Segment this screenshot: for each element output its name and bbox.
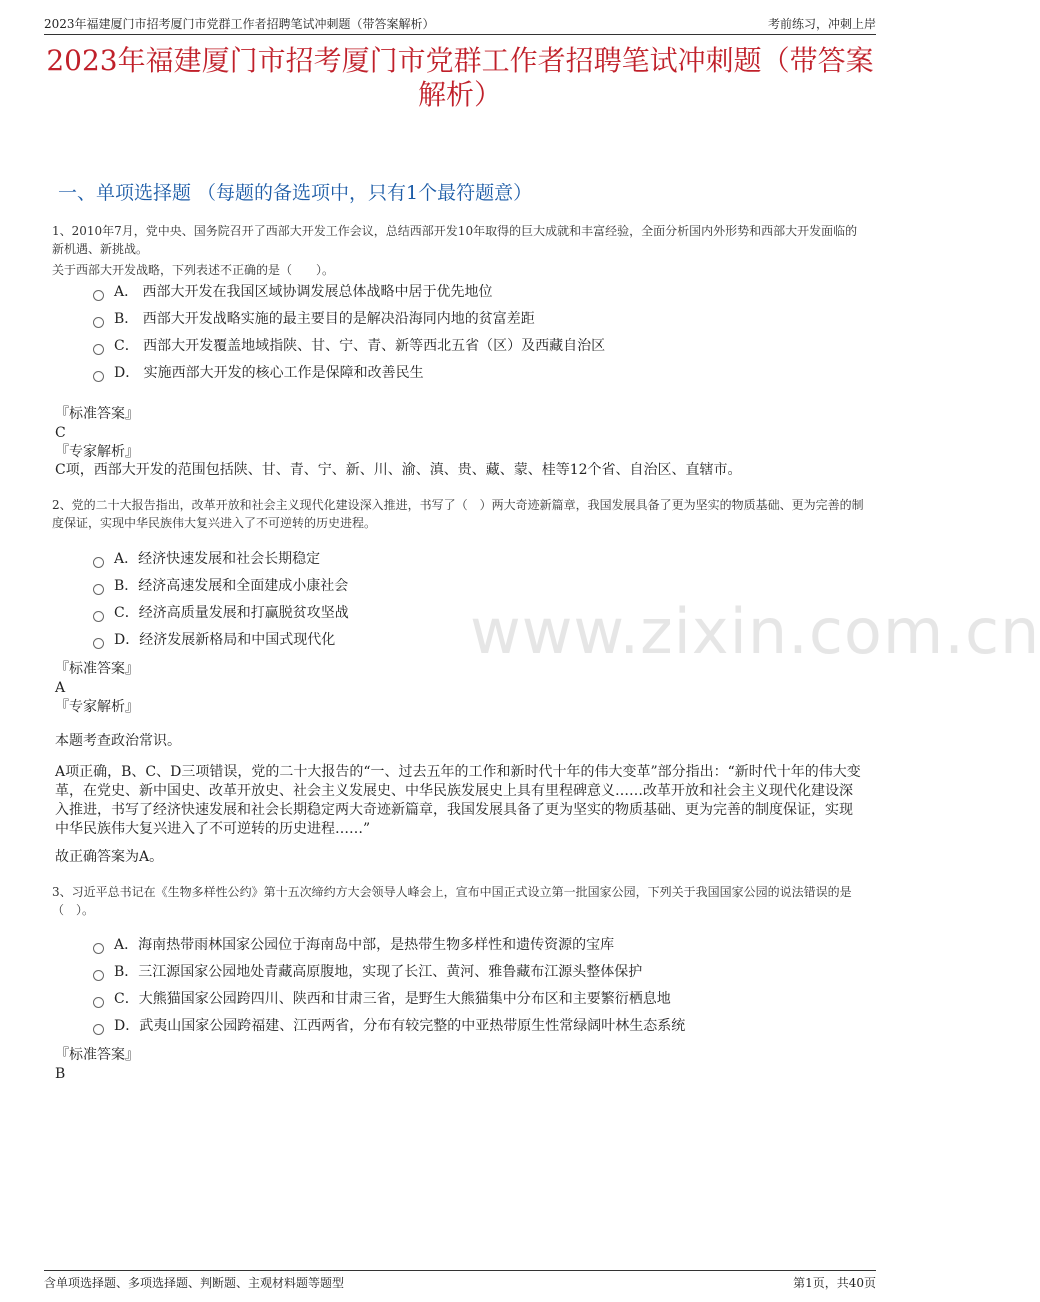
radio-icon[interactable] <box>93 317 104 328</box>
watermark: www.zixin.com.cn <box>470 595 1040 668</box>
q3-option-a[interactable] <box>93 935 614 955</box>
q3-option-d[interactable] <box>93 1016 685 1036</box>
q1-answer-label: 『标准答案』 <box>55 406 139 422</box>
radio-icon[interactable] <box>93 344 104 355</box>
q2-analysis-2: A项正确，B、C、D三项错误，党的二十大报告的“一、过去五年的工作和新时代十年的伟大变革”部分指出：“新时代十年的伟大变革，在党史、新中国史、改革开放史、社会主义发展史、中华民族发展史上具有里程碑意义……改革开放和社会主义现代化建设深入推进，书写了经济快速发展和社会长期稳定两大奇迹新篇章，我国发展具备了更为坚实的物质基础、更为完善的制度保证，实现中华民族伟大复兴进入了不可逆转的历史进程……” <box>55 764 861 837</box>
option-label: B． 西部大开发战略实施的最主要目的是解决沿海同内地的贫富差距 <box>114 311 535 327</box>
option-label: B．三江源国家公园地处青藏高原腹地，实现了长江、黄河、雅鲁藏布江源头整体保护 <box>114 964 643 980</box>
option-label: A．经济快速发展和社会长期稳定 <box>114 551 321 567</box>
option-label: C．大熊猫国家公园跨四川、陕西和甘肃三省，是野生大熊猫集中分布区和主要繁衍栖息地 <box>114 991 671 1007</box>
radio-icon[interactable] <box>93 371 104 382</box>
radio-icon[interactable] <box>93 290 104 301</box>
q1-option-a[interactable] <box>93 282 493 302</box>
footer-page-number: 第1页，共40页 <box>793 1276 876 1290</box>
radio-icon[interactable] <box>93 557 104 568</box>
section-title: 一、单项选择题 （每题的备选项中，只有1个最符题意） <box>58 182 533 204</box>
header-slogan: 考前练习，冲刺上岸 <box>767 17 876 31</box>
page-footer <box>44 1270 876 1290</box>
header-doc-title: 2023年福建厦门市招考厦门市党群工作者招聘笔试冲刺题（带答案解析） <box>44 17 435 31</box>
q1-option-c[interactable] <box>93 336 605 356</box>
q3-answer: B <box>55 1066 66 1082</box>
option-label: D． 实施西部大开发的核心工作是保障和改善民生 <box>114 365 424 381</box>
q2-answer: A <box>55 680 66 696</box>
q2-analysis-label: 『专家解析』 <box>55 699 139 715</box>
radio-icon[interactable] <box>93 943 104 954</box>
radio-icon[interactable] <box>93 997 104 1008</box>
option-label: A．海南热带雨林国家公园位于海南岛中部，是热带生物多样性和遗传资源的宝库 <box>114 937 615 953</box>
option-label: B．经济高速发展和全面建成小康社会 <box>114 578 349 594</box>
q2-option-d[interactable] <box>93 630 335 650</box>
radio-icon[interactable] <box>93 1024 104 1035</box>
q2-analysis-3: 故正确答案为A。 <box>55 849 164 865</box>
page-title: 2023年福建厦门市招考厦门市党群工作者招聘笔试冲刺题（带答案解析） <box>46 44 874 111</box>
option-label: D．武夷山国家公园跨福建、江西两省，分布有较完整的中亚热带原生性常绿阔叶林生态系统 <box>114 1018 686 1034</box>
option-label: C．经济高质量发展和打赢脱贫攻坚战 <box>114 605 349 621</box>
option-label: A． 西部大开发在我国区域协调发展总体战略中居于优先地位 <box>114 284 493 300</box>
q1-option-d[interactable] <box>93 363 424 383</box>
radio-icon[interactable] <box>93 611 104 622</box>
question-3-text: 3、习近平总书记在《生物多样性公约》第十五次缔约方大会领导人峰会上，宣布中国正式设立第一批国家公园，下列关于我国国家公园的说法错误的是（ ）。 <box>52 885 852 917</box>
page-header <box>44 12 876 35</box>
q3-option-b[interactable] <box>93 962 642 982</box>
option-label: D．经济发展新格局和中国式现代化 <box>114 632 336 648</box>
question-2-text: 2、党的二十大报告指出，改革开放和社会主义现代化建设深入推进，书写了（ ）两大奇迹新篇章，我国发展具备了更为坚实的物质基础、更为完善的制度保证，实现中华民族伟大复兴进入了不可逆转的历史进程。 <box>52 498 864 530</box>
footer-question-types: 含单项选择题、多项选择题、判断题、主观材料题等题型 <box>44 1276 345 1290</box>
q1-analysis-label: 『专家解析』 <box>55 444 139 460</box>
question-1-prompt: 关于西部大开发战略，下列表述不正确的是（ ）。 <box>52 263 335 277</box>
q2-analysis-1: 本题考查政治常识。 <box>55 733 181 749</box>
radio-icon[interactable] <box>93 584 104 595</box>
question-1-text: 1、2010年7月，党中央、国务院召开了西部大开发工作会议，总结西部开发10年取得的巨大成就和丰富经验，全面分析国内外形势和西部大开发面临的新机遇、新挑战。 <box>52 224 858 256</box>
radio-icon[interactable] <box>93 970 104 981</box>
q1-option-b[interactable] <box>93 309 535 329</box>
q1-analysis: C项，西部大开发的范围包括陕、甘、青、宁、新、川、渝、滇、贵、藏、蒙、桂等12个省、自治区、直辖市。 <box>55 462 742 478</box>
q2-option-c[interactable] <box>93 603 349 623</box>
option-label: C． 西部大开发覆盖地域指陕、甘、宁、青、新等西北五省（区）及西藏自治区 <box>114 338 606 354</box>
q3-answer-label: 『标准答案』 <box>55 1047 139 1063</box>
q1-answer: C <box>55 425 66 441</box>
q2-answer-label: 『标准答案』 <box>55 661 139 677</box>
radio-icon[interactable] <box>93 638 104 649</box>
q2-option-b[interactable] <box>93 576 348 596</box>
q3-option-c[interactable] <box>93 989 671 1009</box>
q2-option-a[interactable] <box>93 549 320 569</box>
